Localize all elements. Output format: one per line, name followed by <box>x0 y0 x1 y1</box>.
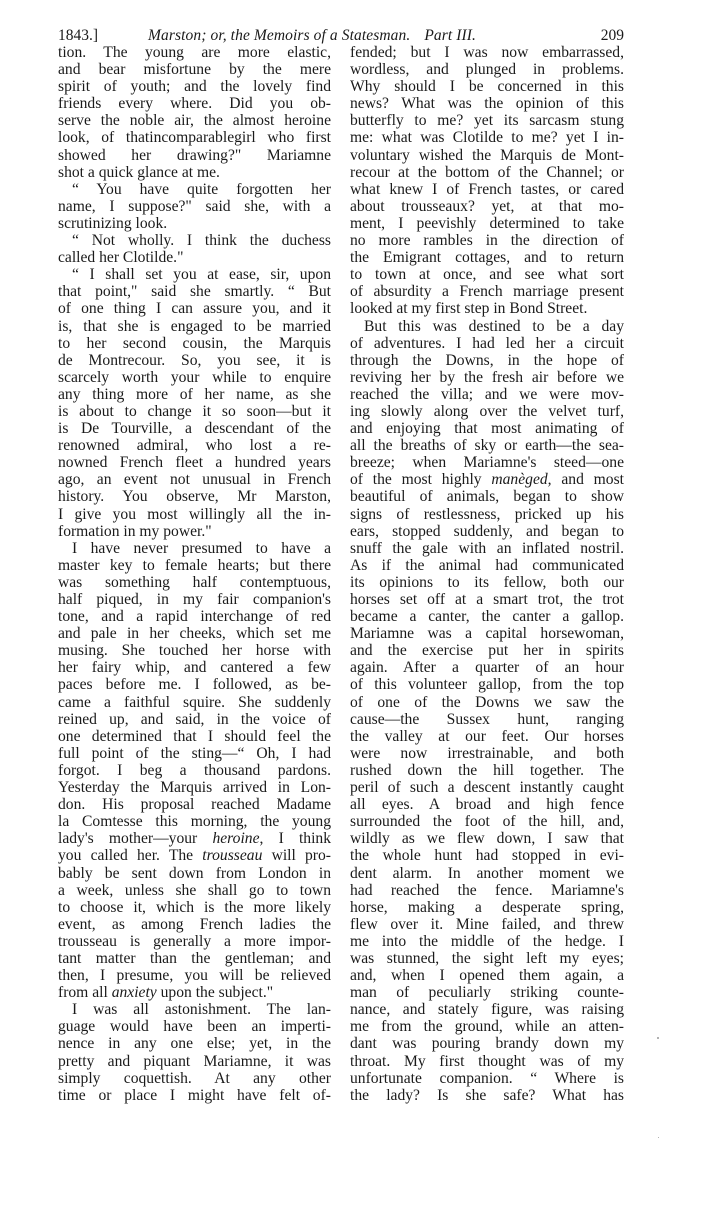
text-line <box>58 933 331 950</box>
text-line <box>350 78 624 95</box>
text-line <box>58 1087 331 1104</box>
text-line <box>58 830 331 847</box>
text-line <box>350 1018 624 1035</box>
text-line <box>58 215 331 232</box>
line-text: Mariamne was a capital horsewoman, <box>350 625 624 643</box>
text-line <box>58 967 331 984</box>
text-line <box>350 420 624 437</box>
line-text: unfortunate companion. “ Where is <box>350 1069 624 1087</box>
italic-text: trousseau <box>202 847 263 865</box>
line-text: master key to female hearts; but there <box>58 556 331 574</box>
line-text: were now irrestrainable, and both <box>350 744 624 762</box>
text-line <box>350 899 624 916</box>
line-text: look, of thatincomparablegirl who first <box>58 129 331 147</box>
line-text: formation in my power." <box>58 522 212 540</box>
text-line <box>58 676 331 693</box>
text-line <box>350 437 624 454</box>
line-text: to choose it, which is the more likely <box>58 898 331 916</box>
text-line <box>58 369 331 386</box>
scan-speck <box>658 1137 659 1138</box>
text-line <box>350 266 624 283</box>
line-text: and pale in her cheeks, which set me <box>58 625 331 643</box>
line-text: dent alarm. In another moment we <box>350 864 624 882</box>
text-line <box>350 215 624 232</box>
line-text: serve the noble air, the almost heroine <box>58 112 331 130</box>
text-line <box>58 147 331 164</box>
line-text: nance, and stately figure, was raising <box>350 1001 624 1019</box>
line-text: time or place I might have felt of- <box>58 1086 331 1104</box>
line-text: horse, making a desperate spring, <box>350 898 624 916</box>
line-text: lady's mother—your <box>58 830 213 848</box>
line-text: then, I presume, you will be relieved <box>58 967 331 985</box>
page-number: 209 <box>600 27 624 44</box>
line-text: the Emigrant cottages, and to return <box>350 249 624 267</box>
text-line <box>350 694 624 711</box>
text-line <box>350 61 624 78</box>
line-text: all eyes. A broad and high fence <box>350 796 624 814</box>
text-line <box>350 574 624 591</box>
line-text: dant was pouring brandy down my <box>350 1035 624 1053</box>
text-line <box>350 198 624 215</box>
text-line <box>350 796 624 813</box>
line-text: recour at the bottom of the Channel; or <box>350 163 624 181</box>
text-line <box>350 147 624 164</box>
text-line <box>58 318 331 335</box>
line-text: , I think <box>259 830 331 848</box>
line-text: don. His proposal reached Madame <box>58 796 331 814</box>
text-line <box>350 283 624 300</box>
line-text: again. After a quarter of an hour <box>350 659 624 677</box>
line-text: to town at once, and see what sort <box>350 266 624 284</box>
line-text: from all <box>58 984 112 1002</box>
text-line <box>58 335 331 352</box>
line-text: looked at my first step in Bond Street. <box>350 300 588 318</box>
line-text: scarcely worth your while to enquire <box>58 368 331 386</box>
text-line <box>58 899 331 916</box>
line-text: was stunned, the sight left my eyes; <box>350 949 624 967</box>
line-text: ears, stopped suddenly, and began to <box>350 522 624 540</box>
text-line <box>58 420 331 437</box>
text-line <box>58 882 331 899</box>
text-line <box>58 1001 331 1018</box>
line-text: of absurdity a French marriage present <box>350 283 624 301</box>
line-text: and enjoying that most animating of <box>350 420 624 438</box>
line-text: was something half contemptuous, <box>58 573 331 591</box>
text-line <box>350 540 624 557</box>
text-line <box>58 266 331 283</box>
header-running-title <box>148 28 476 44</box>
line-text: what knew I of French tastes, or cared <box>350 180 624 198</box>
header-part: Part III. <box>424 27 477 44</box>
text-line <box>350 711 624 728</box>
line-text: simply coquettish. At any other <box>58 1069 331 1087</box>
text-line <box>350 557 624 574</box>
line-text: voluntary wished the Marquis de Mont- <box>350 146 624 164</box>
text-line <box>350 933 624 950</box>
line-text: me into the middle of the hedge. I <box>350 932 624 950</box>
line-text: Why should I be concerned in this <box>350 78 624 96</box>
text-line <box>58 659 331 676</box>
text-line <box>58 745 331 762</box>
line-text: nence in any one else; yet, in the <box>58 1035 331 1053</box>
line-text: name, I suppose?" said she, with a <box>58 197 331 215</box>
text-line <box>350 232 624 249</box>
line-text: history. You observe, Mr Marston, <box>58 488 331 506</box>
line-text: snuff the gale with an inflated nostril. <box>350 539 624 557</box>
line-text: shot a quick glance at me. <box>58 163 220 181</box>
line-text: beautiful of animals, began to show <box>350 488 624 506</box>
text-line <box>350 1070 624 1087</box>
text-line <box>350 950 624 967</box>
text-line <box>58 506 331 523</box>
text-line <box>58 813 331 830</box>
text-line <box>58 283 331 300</box>
line-text: nowned French fleet a hundred years <box>58 454 331 472</box>
text-line <box>58 164 331 181</box>
text-line <box>350 335 624 352</box>
text-line <box>58 488 331 505</box>
line-text: guage would have been an imperti- <box>58 1018 331 1036</box>
line-text: is, that she is engaged to be married <box>58 317 331 335</box>
line-text: “ You have quite forgotten her <box>72 180 331 198</box>
text-line <box>58 591 331 608</box>
line-text: through the Downs, in the hope of <box>350 351 624 369</box>
text-line <box>350 164 624 181</box>
text-line <box>350 882 624 899</box>
text-line <box>58 95 331 112</box>
line-text: wildly as we flew down, I saw that <box>350 830 624 848</box>
line-text: its opinions to its fellow, both our <box>350 573 624 591</box>
text-line <box>58 608 331 625</box>
line-text: As if the animal had communicated <box>350 556 624 574</box>
line-text: paces before me. I followed, as be- <box>58 676 331 694</box>
line-text: all the breaths of sky or earth—the sea- <box>350 437 624 455</box>
text-line <box>58 950 331 967</box>
line-text: is about to change it so soon—but it <box>58 402 331 420</box>
text-line <box>58 471 331 488</box>
text-line <box>58 916 331 933</box>
line-text: news? What was the opinion of this <box>350 95 624 113</box>
text-line <box>350 369 624 386</box>
text-line <box>58 1053 331 1070</box>
text-line <box>58 437 331 454</box>
text-line <box>350 967 624 984</box>
line-text: had reached the fence. Mariamne's <box>350 881 624 899</box>
line-text: and, when I opened them again, a <box>350 967 624 985</box>
text-line <box>58 403 331 420</box>
line-text: no more rambles in the direction of <box>350 232 624 250</box>
text-line <box>350 1053 624 1070</box>
line-text: wordless, and plunged in problems. <box>350 61 624 79</box>
text-line <box>350 386 624 403</box>
text-line <box>350 352 624 369</box>
italic-text: anxiety <box>111 984 157 1002</box>
text-line <box>350 642 624 659</box>
line-text: of one thing I can assure you, and it <box>58 300 331 318</box>
text-line <box>58 779 331 796</box>
line-text: ment, I peevishly determined to take <box>350 214 624 232</box>
text-line <box>58 232 331 249</box>
header-title-text: Marston; or, the Memoirs of a Statesman. <box>148 27 411 44</box>
line-text: But this was destined to be a day <box>364 317 624 335</box>
line-text: event, as among French ladies the <box>58 915 331 933</box>
line-text: will pro- <box>262 847 331 865</box>
text-line <box>350 181 624 198</box>
text-column-right <box>350 44 624 1104</box>
line-text: friends every where. Did you ob- <box>58 95 331 113</box>
line-text: signs of restlessness, pricked up his <box>350 505 624 523</box>
line-text: became a canter, the canter a gallop. <box>350 608 624 626</box>
text-line <box>58 198 331 215</box>
line-text: any thing more of her name, as she <box>58 385 331 403</box>
text-line <box>350 762 624 779</box>
text-line <box>58 796 331 813</box>
text-line <box>350 403 624 420</box>
text-line <box>58 181 331 198</box>
text-line <box>350 625 624 642</box>
text-line <box>350 488 624 505</box>
scan-speck <box>657 1037 659 1039</box>
line-text: I give you most willingly all the in- <box>58 505 331 523</box>
line-text: full point of the sting—“ Oh, I had <box>58 744 331 762</box>
text-line <box>58 386 331 403</box>
text-line <box>350 523 624 540</box>
line-text: de Montrecour. So, you see, it is <box>58 351 331 369</box>
line-text: tion. The young are more elastic, <box>58 44 331 61</box>
text-line <box>350 608 624 625</box>
text-line <box>58 61 331 78</box>
text-line <box>350 454 624 471</box>
text-line <box>58 1018 331 1035</box>
line-text: I have never presumed to have a <box>72 539 331 557</box>
text-line <box>350 745 624 762</box>
text-line <box>350 676 624 693</box>
text-line <box>58 625 331 642</box>
text-line <box>350 318 624 335</box>
text-line <box>58 352 331 369</box>
line-text: pretty and piquant Mariamne, it was <box>58 1052 331 1070</box>
line-text: her fairy whip, and cantered a few <box>58 659 331 677</box>
line-text: rushed down the hill together. The <box>350 761 624 779</box>
line-text: “ Not wholly. I think the duchess <box>72 232 331 250</box>
text-line <box>350 591 624 608</box>
line-text: cause—the Sussex hunt, ranging <box>350 710 624 728</box>
italic-text: heroine <box>212 830 260 848</box>
line-text: me from the ground, while an atten- <box>350 1018 624 1036</box>
text-line <box>58 44 331 61</box>
line-text: a week, unless she shall go to town <box>58 881 331 899</box>
text-line <box>350 1001 624 1018</box>
text-line <box>350 865 624 882</box>
line-text: la Comtesse this morning, the young <box>58 813 331 831</box>
text-line <box>58 984 331 1001</box>
text-line <box>350 847 624 864</box>
line-text: to her second cousin, the Marquis <box>58 334 331 352</box>
text-line <box>350 112 624 129</box>
running-header <box>58 28 624 44</box>
line-text: musing. She touched her horse with <box>58 642 331 660</box>
line-text: of adventures. I had led her a circuit <box>350 334 624 352</box>
text-line <box>58 557 331 574</box>
line-text: ago, an event not unusual in French <box>58 471 331 489</box>
line-text: bably be sent down from London in <box>58 864 331 882</box>
text-line <box>58 129 331 146</box>
text-line <box>350 728 624 745</box>
line-text: I was all astonishment. The lan- <box>72 1001 331 1019</box>
text-line <box>58 523 331 540</box>
text-line <box>58 865 331 882</box>
text-line <box>350 44 624 61</box>
line-text: half piqued, in my fair companion's <box>58 591 331 608</box>
text-line <box>350 830 624 847</box>
line-text: is De Tourville, a descendant of the <box>58 420 331 438</box>
text-line <box>58 300 331 317</box>
line-text: and the exercise put her in spirits <box>350 642 624 660</box>
line-text: you called her. The <box>58 847 203 865</box>
text-line <box>58 711 331 728</box>
line-text: and bear misfortune by the mere <box>58 61 331 79</box>
line-text: Yesterday the Marquis arrived in Lon- <box>58 779 331 797</box>
header-year: 1843.] <box>58 27 99 44</box>
line-text: one determined that I should feel the <box>58 727 331 745</box>
italic-text: manèged, <box>491 471 552 489</box>
line-text: throat. My first thought was of my <box>350 1052 624 1070</box>
line-text: tone, and a rapid interchange of red <box>58 608 331 626</box>
line-text: and most <box>551 471 624 489</box>
text-line <box>350 813 624 830</box>
text-column-left <box>58 44 331 1104</box>
text-line <box>350 471 624 488</box>
line-text: came a faithful squire. She suddenly <box>58 693 331 711</box>
line-text: showed her drawing?" Mariamne <box>58 146 331 164</box>
text-line <box>350 779 624 796</box>
line-text: peril of such a descent instantly caught <box>350 779 624 797</box>
text-line <box>58 78 331 95</box>
text-line <box>58 540 331 557</box>
line-text: of this volunteer gallop, from the top <box>350 676 624 694</box>
text-line <box>58 454 331 471</box>
line-text: flew over it. Mine failed, and threw <box>350 915 624 933</box>
line-text: reached the villa; and we were mov- <box>350 385 624 403</box>
text-line <box>350 249 624 266</box>
line-text: tant matter than the gentleman; and <box>58 949 331 967</box>
text-line <box>350 129 624 146</box>
line-text: of the most highly <box>350 471 492 489</box>
text-line <box>58 112 331 129</box>
line-text: “ I shall set you at ease, sir, upon <box>72 266 331 284</box>
text-line <box>350 916 624 933</box>
line-text: man of peculiarly striking counte- <box>350 984 624 1002</box>
line-text: the whole hunt had stopped in evi- <box>350 847 624 865</box>
line-text: that point," said she smartly. “ But <box>58 283 331 301</box>
text-line <box>350 984 624 1001</box>
text-line <box>350 1087 624 1104</box>
text-line <box>58 762 331 779</box>
line-text: the valley at our feet. Our horses <box>350 727 624 745</box>
line-text: fended; but I was now embarrassed, <box>350 44 624 61</box>
line-text: renowned admiral, who lost a re- <box>58 437 331 455</box>
line-text: forgot. I beg a thousand pardons. <box>58 761 331 779</box>
text-line <box>58 642 331 659</box>
text-line <box>58 1035 331 1052</box>
line-text: spirit of youth; and the lovely find <box>58 78 331 96</box>
line-text: breeze; when Mariamne's steed—one <box>350 454 624 472</box>
line-text: butterfly to me? yet its sarcasm stung <box>350 112 624 130</box>
text-line <box>350 506 624 523</box>
line-text: surrounded the foot of the hill, and, <box>350 813 624 831</box>
line-text: of one of the Downs we saw the <box>350 693 624 711</box>
line-text: trousseau is generally a more impor- <box>58 932 331 950</box>
line-text: me: what was Clotilde to me? yet I in- <box>350 129 624 147</box>
text-line <box>58 1070 331 1087</box>
line-text: about trousseaux? yet, at that mo- <box>350 197 624 215</box>
line-text: reviving her by the fresh air before we <box>350 368 624 386</box>
text-line <box>350 1035 624 1052</box>
text-line <box>58 728 331 745</box>
line-text: reined up, and said, in the voice of <box>58 710 331 728</box>
text-line <box>58 847 331 864</box>
line-text: upon the subject." <box>156 984 274 1002</box>
line-text: called her Clotilde." <box>58 249 184 267</box>
line-text: ing slowly along over the velvet turf, <box>350 402 624 420</box>
text-line <box>58 694 331 711</box>
text-line <box>350 300 624 317</box>
text-line <box>58 249 331 266</box>
line-text: the lady? Is she safe? What has <box>350 1086 624 1104</box>
text-line <box>350 95 624 112</box>
line-text: scrutinizing look. <box>58 214 168 232</box>
line-text: horses set off at a smart trot, the trot <box>350 591 624 608</box>
text-line <box>350 659 624 676</box>
text-line <box>58 574 331 591</box>
